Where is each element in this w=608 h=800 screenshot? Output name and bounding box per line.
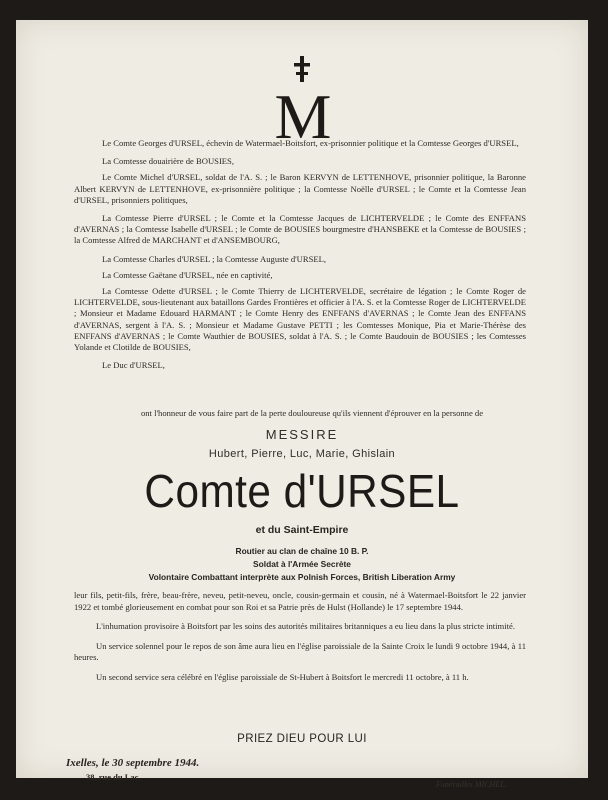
family-paragraph: La Comtesse Gaëtane d'URSEL, née en captivité, <box>102 269 273 280</box>
family-list <box>74 138 526 376</box>
cross-monogram-icon <box>263 54 343 152</box>
details-paragraph: L'inhumation provisoire à Boitsfort par les soins des autorités militaires britanniques a eu lieu dans la plus stricte intimité. <box>96 621 515 632</box>
details-text <box>74 590 526 692</box>
role-line: Volontaire Combattant interprète aux Polnish Forces, British Liberation Army <box>148 572 456 582</box>
role-line: Routier au clan de chaîne 10 B. P. <box>235 546 369 556</box>
family-paragraph: Le Duc d'URSEL, <box>102 360 165 371</box>
details-paragraph: Un service solennel pour le repos de son âme aura lieu en l'église paroissiale de la Sainte Croix le lundi 9 octobre 1944, à 11 heures. <box>74 640 526 663</box>
address: 38, rue du Lac. <box>86 772 141 782</box>
family-paragraph: La Comtesse Odette d'URSEL ; le Comte Thierry de LICHTERVELDE, secrétaire de légation ; le Comte Roger de LICHTERVELDE, sous-lieutenant aux bataillons Gardes Frontières et officier à l'A. S. et la Comtesse Roger de LICHTERVELDE ; Monsieur et Madame Edouard HARMANT ; le Comte Henry des ENFFANS d'AVERNAS ; le Comte Jean des ENFFANS d'AVERNAS, sergent à l'A. S. ; Monsieur et Madame Gustave PETTI ; les Comtesses Monique, Pia et Marie-Thérèse des ENFFANS d'AVERNAS ; le Comte Wauthier de BOUSIES, soldat à l'A. S. ; le Comte Baudouin de BOUSIES ; les Comtesses Yolande et Clotilde de BOUSIES, <box>74 286 526 353</box>
prayer-line: PRIEZ DIEU POUR LUI <box>237 733 367 745</box>
details-paragraph: Un second service sera célébré en l'église paroissiale de St-Hubert à Boitsfort le mercredi 11 octobre, à 11 h. <box>96 671 469 682</box>
place-date: Ixelles, le 30 septembre 1944. <box>66 757 200 769</box>
family-paragraph: La Comtesse Pierre d'URSEL ; le Comte et la Comtesse Jacques de LICHTERVELDE ; le Comte des ENFFANS d'AVERNAS ; la Comtesse Isabelle d'URSEL ; le Comte de BOUSIES bourgmestre d'HANSBEKE et la Comtesse de BOUSIES ; la Comtesse Alfred de MARCHANT et d'ANSEMBOURG, <box>74 213 526 246</box>
family-paragraph: Le Comte Georges d'URSEL, échevin de Watermael-Boitsfort, ex-prisonnier politique et la Comtesse Georges d'URSEL, <box>102 138 519 148</box>
title-suffix: et du Saint-Empire <box>255 524 349 536</box>
deceased-name: Comte d'URSEL <box>144 465 460 517</box>
details-paragraph: leur fils, petit-fils, frère, beau-frère, neveu, petit-neveu, oncle, cousin-germain et cousin, né à Watermael-Boitsfort le 22 janvier 1922 et tombé glorieusement en combat pour son Roi et sa Patrie près de Hulst (Hollande) le 17 septembre 1944. <box>74 590 526 612</box>
family-paragraph: La Comtesse Charles d'URSEL ; la Comtesse Auguste d'URSEL, <box>102 253 327 264</box>
memorial-card <box>16 20 588 789</box>
svg-text:M: M <box>274 81 332 152</box>
family-paragraph: La Comtesse douairière de BOUSIES, <box>102 156 234 167</box>
family-paragraph: Le Comte Michel d'URSEL, soldat de l'A. S. ; le Baron KERVYN de LETTENHOVE, prisonnier politique, la Baronne Albert KERVYN de LETTENHOVE, ex-prisonnière politique ; la Comtesse Noëlle d'URSEL ; le Comte et la Comtesse Jean d'URSEL, prisonniers politiques, <box>74 172 526 205</box>
funeral-home: Funérailles MICHEL. <box>436 780 507 789</box>
role-line: Soldat à l'Armée Secrète <box>253 559 351 569</box>
honorific: MESSIRE <box>265 427 339 442</box>
given-names: Hubert, Pierre, Luc, Marie, Ghislain <box>208 448 396 460</box>
announcement-intro: ont l'honneur de vous faire part de la perte douloureuse qu'ils viennent d'éprouver en la personne de <box>140 408 484 418</box>
